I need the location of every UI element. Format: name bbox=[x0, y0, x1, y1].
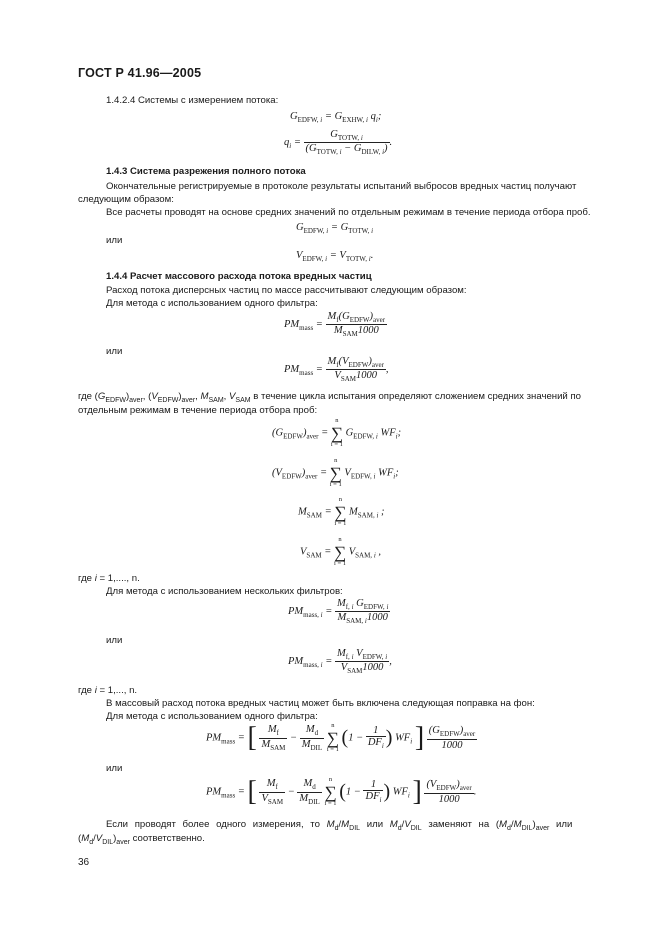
formula-pm-mass-i-g: $PM_{mass, i}$ = $\frac{M_{f, i} G_{EDFW, i}}{M_{SAM, i}1000}$ bbox=[288, 598, 389, 626]
or-text-4: или bbox=[106, 763, 123, 774]
section-143-paragraph1: Окончательные регистрируемые в протоколе результаты испытаний выбросов вредных частиц получают bbox=[106, 181, 577, 192]
formula-pm-mass-bg-v: $PM_{mass}$ = [ $\frac{M_f}{V_{SAM}}$ − $\frac{M_d}{M_{DIL}}$ n ∑ i = 1 (1 − $\frac{1}{DF_i}$ ) $WF_i$ ] $\frac{(V_{EDFW})_{aver}}{1000}$ . bbox=[206, 776, 477, 807]
formula-pm-mass-i-v: $PM_{mass, i}$ = $\frac{M_{f, i} V_{EDFW, i}}{V_{SAM}1000}$ , bbox=[288, 648, 392, 676]
where-1-line1: где $(G_{EDFW})_{aver}$, $(V_{EDFW})_{aver}$, $M_{SAM}$, $V_{SAM}$ в течение цикла испытания определяют сложением средних значений по bbox=[78, 391, 581, 404]
where-2: где i = 1,...., n. bbox=[78, 573, 140, 584]
where-1-line2: отдельным режимам в течение периода отбора проб: bbox=[78, 405, 318, 416]
or-text-2: или bbox=[106, 346, 123, 357]
document-header: ГОСТ Р 41.96—2005 bbox=[78, 66, 202, 80]
formula-v-edfw-aver-sum: $(V_{EDFW})_{aver}$ = n ∑ i = 1 $V_{EDFW, i}$ $WF_i$; bbox=[272, 457, 399, 488]
formula-pm-mass-bg-g: $PM_{mass}$ = [ $\frac{M_f}{M_{SAM}}$ − $\frac{M_d}{M_{DIL}}$ n ∑ i = 1 (1 − $\frac{1}{DF_i}$ ) $WF_i$ ] $\frac{(G_{EDFW})_{aver}}{1000}$ bbox=[206, 722, 476, 753]
formula-v-sam-sum: $V_{SAM}$ = n ∑ i = 1 $V_{SAM, i}$ , bbox=[300, 536, 382, 567]
section-1424-heading: 1.4.2.4 Системы с измерением потока: bbox=[106, 95, 279, 106]
final-line1: Если проводят более одного измерения, то $M_d/M_{DIL}$ или $M_d/V_{DIL}$ заменяют на $(M_d/M_{DIL})_{aver}$ или bbox=[106, 819, 573, 832]
formula-g-edfw-exhw: $G_{EDFW, i} = G_{EXHW, i}$ $q_i$; bbox=[290, 111, 382, 125]
formula-g-edfw-totw: $G_{EDFW, i} = G_{TOTW, i}$ bbox=[296, 222, 374, 236]
formula-v-edfw-totw: $V_{EDFW, i} = V_{TOTW, i}$. bbox=[296, 250, 374, 264]
section-143-paragraph1-cont: следующим образом: bbox=[78, 194, 174, 205]
formula-g-edfw-aver-sum: $(G_{EDFW})_{aver}$ = n ∑ i = 1 $G_{EDFW, i}$ $WF_i$; bbox=[272, 417, 402, 448]
formula-m-sam-sum: $M_{SAM}$ = n ∑ i = 1 $M_{SAM, i}$ ; bbox=[298, 496, 385, 527]
section-143-paragraph2: Все расчеты проводят на основе средних значений по отдельным режимам в течение периода отбора проб. bbox=[106, 207, 591, 218]
section-144-heading: 1.4.4 Расчет массового расхода потока вредных частиц bbox=[106, 271, 372, 282]
page-number: 36 bbox=[78, 857, 90, 868]
section-144-paragraph1: Расход потока дисперсных частиц по массе рассчитывают следующим образом: bbox=[106, 285, 467, 296]
section-144-paragraph4: В массовый расход потока вредных частиц может быть включена следующая поправка на фон: bbox=[106, 698, 535, 709]
formula-pm-mass-v: $PM_{mass}$ = $\frac{M_f(V_{EDFW})_{aver}}{V_{SAM}1000}$ , bbox=[284, 356, 389, 384]
formula-pm-mass-g: $PM_{mass}$ = $\frac{M_f(G_{EDFW})_{aver}}{M_{SAM}1000}$ bbox=[284, 311, 386, 339]
or-text-3: или bbox=[106, 635, 123, 646]
section-144-paragraph2: Для метода с использованием одного фильтра: bbox=[106, 298, 318, 309]
section-143-heading: 1.4.3 Система разрежения полного потока bbox=[106, 166, 306, 177]
final-line2: $(M_d/V_{DIL})_{aver}$ соответственно. bbox=[78, 833, 205, 846]
where-1-text: в течение цикла испытания определяют сложением средних значений по bbox=[253, 391, 581, 402]
section-144-paragraph3: Для метода с использованием нескольких фильтров: bbox=[106, 586, 343, 597]
section-144-paragraph5: Для метода с использованием одного фильтра: bbox=[106, 711, 318, 722]
formula-qi: $q_i$ = $\frac{G_{TOTW, i}}{(G_{TOTW, i} - G_{DILW, i})}$ . bbox=[284, 129, 393, 157]
or-text-1: или bbox=[106, 235, 123, 246]
where-3: где i = 1,..., n. bbox=[78, 685, 138, 696]
